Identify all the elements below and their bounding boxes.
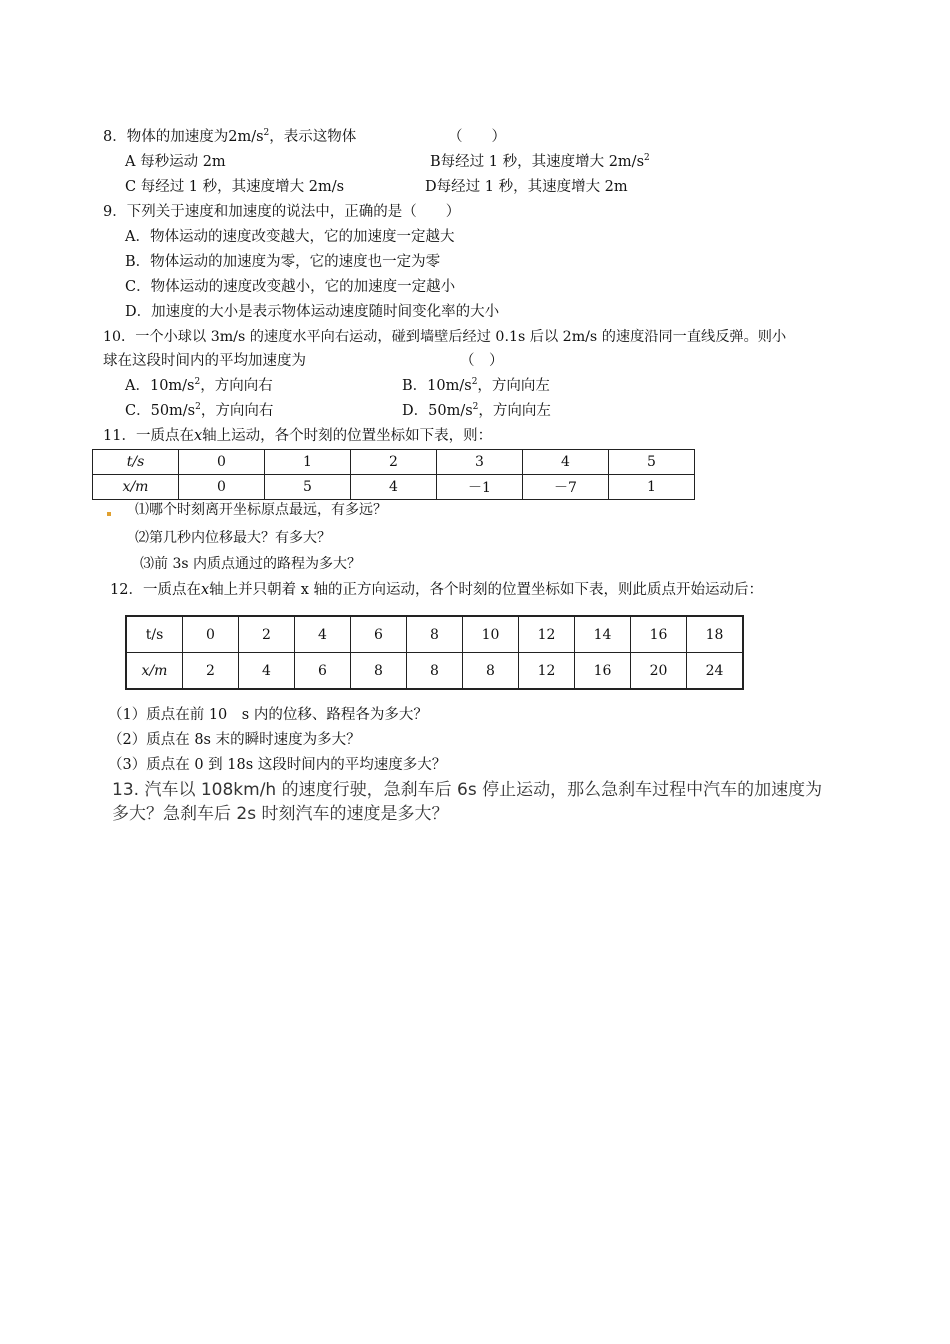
q12-position-table [125, 615, 744, 690]
q10-option-b: B．$10m/s^2$，方向向左 [402, 377, 550, 394]
table-cell: 16 [631, 616, 687, 653]
q10-option-a: A．$10m/s^2$，方向向右 [125, 377, 273, 394]
table-cell: 8 [351, 653, 407, 690]
table-row [93, 450, 695, 475]
table-cell: 10 [463, 616, 519, 653]
table-cell: 5 [609, 450, 695, 475]
q10-stem-line2: 球在这段时间内的平均加速度为 [103, 353, 306, 369]
q10-answer-blank: （ ） [460, 353, 504, 369]
table-cell: 8 [407, 653, 463, 690]
q12-sub-1: （1）质点在前 10 s 内的位移、路程各为多大？ [108, 707, 428, 723]
table-cell: 4 [295, 616, 351, 653]
table-cell: 6 [295, 653, 351, 690]
q8-option-a: A 每秒运动 2m [125, 154, 226, 170]
table-cell: 1 [265, 450, 351, 475]
table-cell: 14 [575, 616, 631, 653]
table-cell: －7 [523, 475, 609, 500]
table-cell: 0 [183, 616, 239, 653]
table-cell: 4 [239, 653, 295, 690]
margin-marker [107, 512, 111, 516]
q9-option-c: C．物体运动的速度改变越小，它的加速度一定越小 [125, 279, 456, 295]
q10-stem-line1: 10．一个小球以 3m/s 的速度水平向右运动，碰到墙壁后经过 0.1s 后以 2m/s 的速度沿同一直线反弹。则小 [103, 329, 787, 345]
q12-sub-2: （2）质点在 8s 末的瞬时速度为多大？ [108, 732, 361, 748]
q10-option-d: D．$50m/s^2$，方向向左 [402, 402, 551, 419]
table-row [126, 653, 743, 690]
q13-line2: 多大？急刹车后 2s 时刻汽车的速度是多大？ [112, 804, 449, 824]
q13-line1: 13. 汽车以 108km/h 的速度行驶，急刹车后 6s 停止运动，那么急刹车过程中汽车的加速度为 [112, 780, 823, 800]
q11-sub-3: ⑶前 3s 内质点通过的路程为多大？ [140, 556, 361, 572]
q12-sub-3: （3）质点在 0 到 18s 这段时间内的平均速度多大？ [108, 757, 447, 773]
table-cell: 8 [463, 653, 519, 690]
table-row [126, 616, 743, 653]
q8-stem: 8．物体的加速度为$2m/s^2$，表示这物体 [103, 128, 357, 145]
q11-sub-2: ⑵第几秒内位移最大？有多大？ [135, 530, 331, 546]
q8-option-b: B每经过 1 秒，其速度增大 $2m/s^2$ [430, 153, 650, 170]
q9-option-a: A．物体运动的速度改变越大，它的加速度一定越大 [125, 229, 455, 245]
table-cell: 12 [519, 616, 575, 653]
table-cell: 2 [351, 450, 437, 475]
q9-option-b: B．物体运动的加速度为零，它的速度也一定为零 [125, 254, 441, 270]
table-header-cell: x/m [126, 653, 183, 690]
table-cell: 0 [179, 450, 265, 475]
table-cell: 20 [631, 653, 687, 690]
table-header-cell: x/m [93, 475, 179, 500]
table-cell: 4 [351, 475, 437, 500]
q8-option-c: C 每经过 1 秒，其速度增大 2m/s [125, 179, 345, 195]
table-cell: 2 [183, 653, 239, 690]
table-cell: 0 [179, 475, 265, 500]
table-cell: 3 [437, 450, 523, 475]
q11-position-table [92, 449, 695, 500]
table-cell: 2 [239, 616, 295, 653]
table-row [93, 475, 695, 500]
q9-stem: 9．下列关于速度和加速度的说法中，正确的是（ ） [103, 204, 461, 220]
table-cell: 6 [351, 616, 407, 653]
q10-option-c: C．$50m/s^2$，方向向右 [125, 402, 274, 419]
q9-option-d: D．加速度的大小是表示物体运动速度随时间变化率的大小 [125, 304, 500, 320]
q12-stem: 12．一质点在x轴上并只朝着 x 轴的正方向运动，各个时刻的位置坐标如下表，则此质点开始运动后： [110, 582, 764, 598]
table-cell: 8 [407, 616, 463, 653]
table-cell: 24 [687, 653, 744, 690]
table-cell: 16 [575, 653, 631, 690]
table-header-cell: t/s [93, 450, 179, 475]
table-cell: 18 [687, 616, 744, 653]
q8-answer-blank: （ ） [448, 129, 506, 145]
q11-stem: 11．一质点在x轴上运动，各个时刻的位置坐标如下表，则： [103, 428, 493, 444]
table-cell: 12 [519, 653, 575, 690]
table-cell: 1 [609, 475, 695, 500]
q8-option-d: D每经过 1 秒，其速度增大 2m [425, 179, 628, 195]
table-cell: －1 [437, 475, 523, 500]
table-header-cell: t/s [126, 616, 183, 653]
q11-sub-1: ⑴哪个时刻离开坐标原点最远，有多远？ [135, 502, 387, 518]
table-cell: 5 [265, 475, 351, 500]
table-cell: 4 [523, 450, 609, 475]
